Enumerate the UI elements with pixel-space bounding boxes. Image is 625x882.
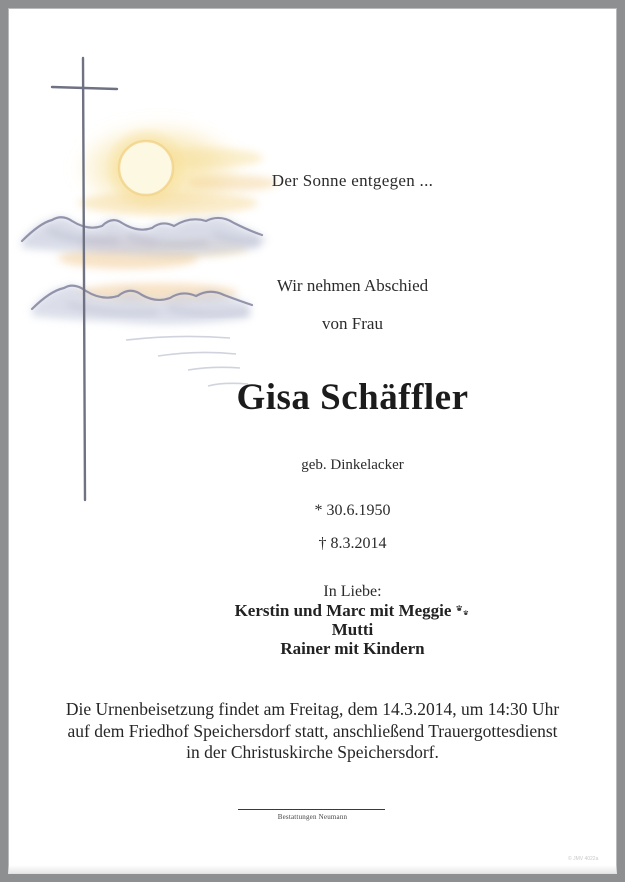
paw-prints-icon: [455, 604, 470, 617]
intro-line-1: Wir nehmen Abschied: [276, 276, 429, 295]
intro-line-2: von Frau: [322, 314, 383, 333]
ceremony-line-3: in der Christuskirche Speichersdorf.: [186, 742, 439, 762]
farewell-line-rainer: Rainer mit Kindern: [280, 639, 425, 658]
maiden-name: geb. Dinkelacker: [301, 457, 404, 473]
print-watermark: © JMV 4022a: [568, 856, 599, 862]
sunrise-cross-artwork: [8, 8, 308, 518]
undertaker-name: Bestattungen Neumann: [277, 813, 348, 821]
ceremony-line-2: auf dem Friedhof Speichersdorf statt, anschließend Trauergottesdienst: [67, 720, 558, 741]
birth-date: * 30.6.1950: [314, 502, 391, 519]
sun-icon: [104, 126, 188, 210]
signature-rule: [238, 809, 385, 810]
ceremony-line-1: Die Urnenbeisetzung findet am Freitag, dem 14.3.2014, um 14:30 Uhr: [65, 699, 560, 719]
death-date: † 8.3.2014: [318, 535, 387, 552]
farewell-line-mutti: Mutti: [331, 620, 374, 639]
ceremony-details: [8, 699, 617, 764]
farewell-block: [88, 582, 617, 658]
farewell-line-family: [88, 601, 617, 620]
upper-ridge: [22, 217, 266, 256]
farewell-line-family-text: Kerstin und Marc mit Meggie: [234, 601, 452, 620]
deceased-name: Gisa Schäffler: [236, 377, 469, 418]
motto-text: Der Sonne entgegen ...: [271, 171, 434, 190]
farewell-heading: In Liebe:: [323, 583, 382, 600]
